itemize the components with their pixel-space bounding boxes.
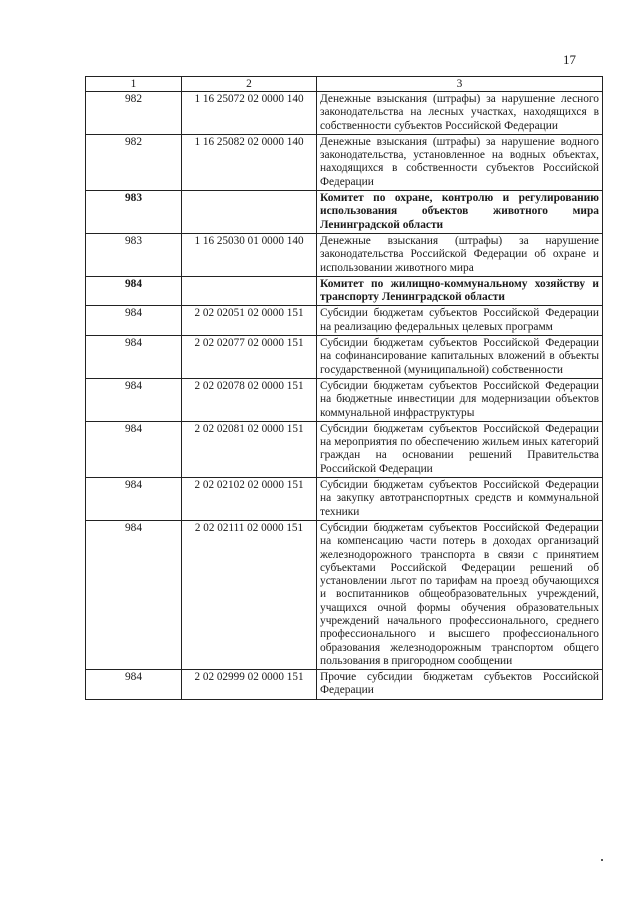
table-row	[86, 92, 603, 135]
table-row	[86, 306, 603, 336]
table-row	[86, 276, 603, 306]
revenue-description-cell: Субсидии бюджетам субъектов Российской Федерации на мероприятия по обеспечению жильем иных категорий граждан на основании решений Правительства Российской Федерации	[317, 421, 603, 477]
revenue-description-cell: Субсидии бюджетам субъектов Российской Федерации на компенсацию части потерь в доходах организаций железнодорожного транспорта в связи с принятием субъектами Российской Федерации решений об установлении льгот по тарифам на проезд обучающихся и воспитанников общеобразовательных учреждений, учащихся очной формы обучения образовательных учреждений начального профессионального, среднего профессионального и высшего профессионального образования железнодорожным транспортом общего пользования в пригородном сообщении	[317, 520, 603, 669]
budget-classification-code-cell	[182, 276, 317, 306]
budget-classification-code-cell: 2 02 02051 02 0000 151	[182, 306, 317, 336]
table-row	[86, 134, 603, 190]
scan-speck	[601, 859, 603, 861]
administrator-code-cell: 984	[86, 670, 182, 700]
table-row	[86, 478, 603, 521]
budget-classification-code-cell: 1 16 25030 01 0000 140	[182, 233, 317, 276]
administrator-code-cell: 983	[86, 191, 182, 234]
administrator-code-cell: 984	[86, 478, 182, 521]
table-row	[86, 336, 603, 379]
administrator-code-cell: 984	[86, 276, 182, 306]
administrator-code-cell: 984	[86, 378, 182, 421]
column-header-3: 3	[317, 77, 603, 92]
table-row	[86, 421, 603, 477]
revenue-description-cell: Прочие субсидии бюджетам субъектов Российской Федерации	[317, 670, 603, 700]
budget-classification-code-cell: 2 02 02111 02 0000 151	[182, 520, 317, 669]
table-row	[86, 670, 603, 700]
revenue-description-cell: Комитет по охране, контролю и регулированию использования объектов животного мира Ленинградской области	[317, 191, 603, 234]
administrator-code-cell: 983	[86, 233, 182, 276]
budget-classification-code-cell	[182, 191, 317, 234]
budget-classification-code-cell: 2 02 02081 02 0000 151	[182, 421, 317, 477]
revenue-description-cell: Субсидии бюджетам субъектов Российской Федерации на софинансирование капитальных вложений в объекты государственной (муниципальной) собственности	[317, 336, 603, 379]
column-header-1: 1	[86, 77, 182, 92]
revenue-description-cell: Денежные взыскания (штрафы) за нарушение лесного законодательства на лесных участках, находящихся в собственности субъектов Российской Федерации	[317, 92, 603, 135]
page-number: 17	[563, 52, 576, 67]
administrator-code-cell: 984	[86, 306, 182, 336]
table-body	[86, 92, 603, 700]
budget-classification-code-cell: 2 02 02999 02 0000 151	[182, 670, 317, 700]
budget-classification-code-cell: 2 02 02077 02 0000 151	[182, 336, 317, 379]
table-row	[86, 191, 603, 234]
revenue-description-cell: Субсидии бюджетам субъектов Российской Федерации на закупку автотранспортных средств и коммунальной техники	[317, 478, 603, 521]
table-header-row	[86, 77, 603, 92]
budget-classification-code-cell: 1 16 25082 02 0000 140	[182, 134, 317, 190]
table-row	[86, 378, 603, 421]
table-row	[86, 520, 603, 669]
revenue-description-cell: Денежные взыскания (штрафы) за нарушение законодательства Российской Федерации об охране и использовании животного мира	[317, 233, 603, 276]
budget-classification-code-cell: 1 16 25072 02 0000 140	[182, 92, 317, 135]
administrator-code-cell: 984	[86, 520, 182, 669]
administrator-code-cell: 984	[86, 336, 182, 379]
administrator-code-cell: 982	[86, 134, 182, 190]
revenue-description-cell: Комитет по жилищно-коммунальному хозяйству и транспорту Ленинградской области	[317, 276, 603, 306]
budget-classification-code-cell: 2 02 02078 02 0000 151	[182, 378, 317, 421]
column-header-2: 2	[182, 77, 317, 92]
revenue-description-cell: Субсидии бюджетам субъектов Российской Федерации на реализацию федеральных целевых программ	[317, 306, 603, 336]
administrator-code-cell: 984	[86, 421, 182, 477]
budget-classification-code-cell: 2 02 02102 02 0000 151	[182, 478, 317, 521]
table-row	[86, 233, 603, 276]
administrator-code-cell: 982	[86, 92, 182, 135]
revenue-description-cell: Денежные взыскания (штрафы) за нарушение водного законодательства, установленное на водных объектах, находящихся в собственности субъектов Российской Федерации	[317, 134, 603, 190]
revenue-description-cell: Субсидии бюджетам субъектов Российской Федерации на бюджетные инвестиции для модернизации объектов коммунальной инфраструктуры	[317, 378, 603, 421]
budget-revenue-table	[85, 76, 603, 700]
